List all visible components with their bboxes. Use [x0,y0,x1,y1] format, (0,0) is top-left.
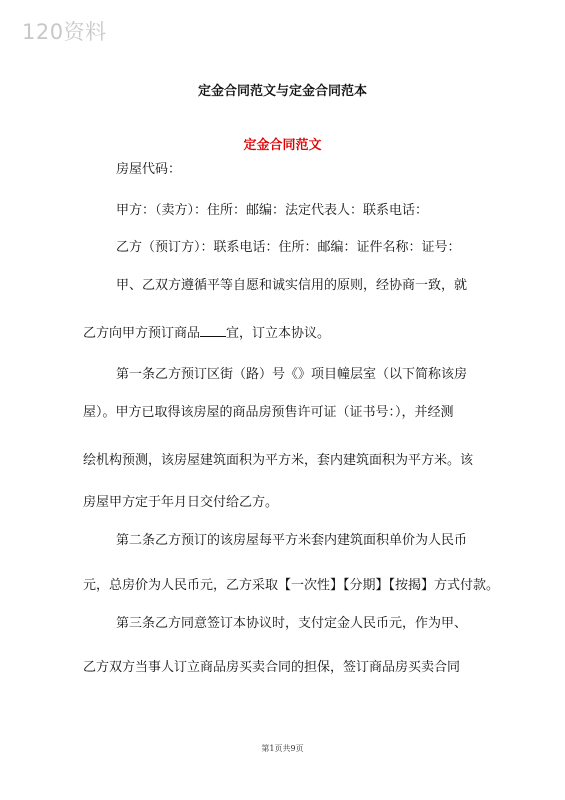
paragraph-line: 屋）。甲方已取得该房屋的商品房预售许可证（证书号：），并经测 [83,405,454,420]
line-segment: 宜，订立本协议。 [226,326,331,341]
watermark-logo: 120资料 [22,20,107,44]
paragraph-line: 甲、乙双方遵循平等自愿和诚实信用的原则，经协商一致，就 [116,278,468,293]
paragraph-line: 房屋代码： [116,162,182,177]
paragraph-line: 绘机构预测，该房屋建筑面积为平方米，套内建筑面积为平方米。该 [83,453,474,468]
line-segment: 乙方向甲方预订商品 [83,326,201,341]
paragraph-line: 乙方双方当事人订立商品房买卖合同的担保，签订商品房买卖合同 [83,660,461,675]
paragraph-line: 第二条乙方预订的该房屋每平方米套内建筑面积单价为人民币 [116,533,468,548]
paragraph-line: 甲方：（卖方）：住所：邮编：法定代表人：联系电话： [116,203,429,218]
paragraph-line: 第三条乙方同意签订本协议时，支付定金人民币元，作为甲、 [116,616,468,631]
document-subtitle: 定金合同范文 [243,138,322,153]
paragraph-line [83,324,330,342]
paragraph-line: 房屋甲方定于年月日交付给乙方。 [83,495,279,510]
document-title: 定金合同范文与定金合同范本 [197,84,367,99]
paragraph-line: 乙方（预订方）：联系电话：住所：邮编：证件名称：证号： [116,240,461,255]
paragraph-line: 元，总房价为人民币元，乙方采取【一次性】【分期】【按揭】方式付款。 [83,578,500,593]
page-footer: 第1页共9页 [261,744,304,753]
paragraph-line: 第一条乙方预订区街（路）号《》项目幢层室（以下简称该房 [116,367,468,382]
blank-underline [200,324,226,337]
